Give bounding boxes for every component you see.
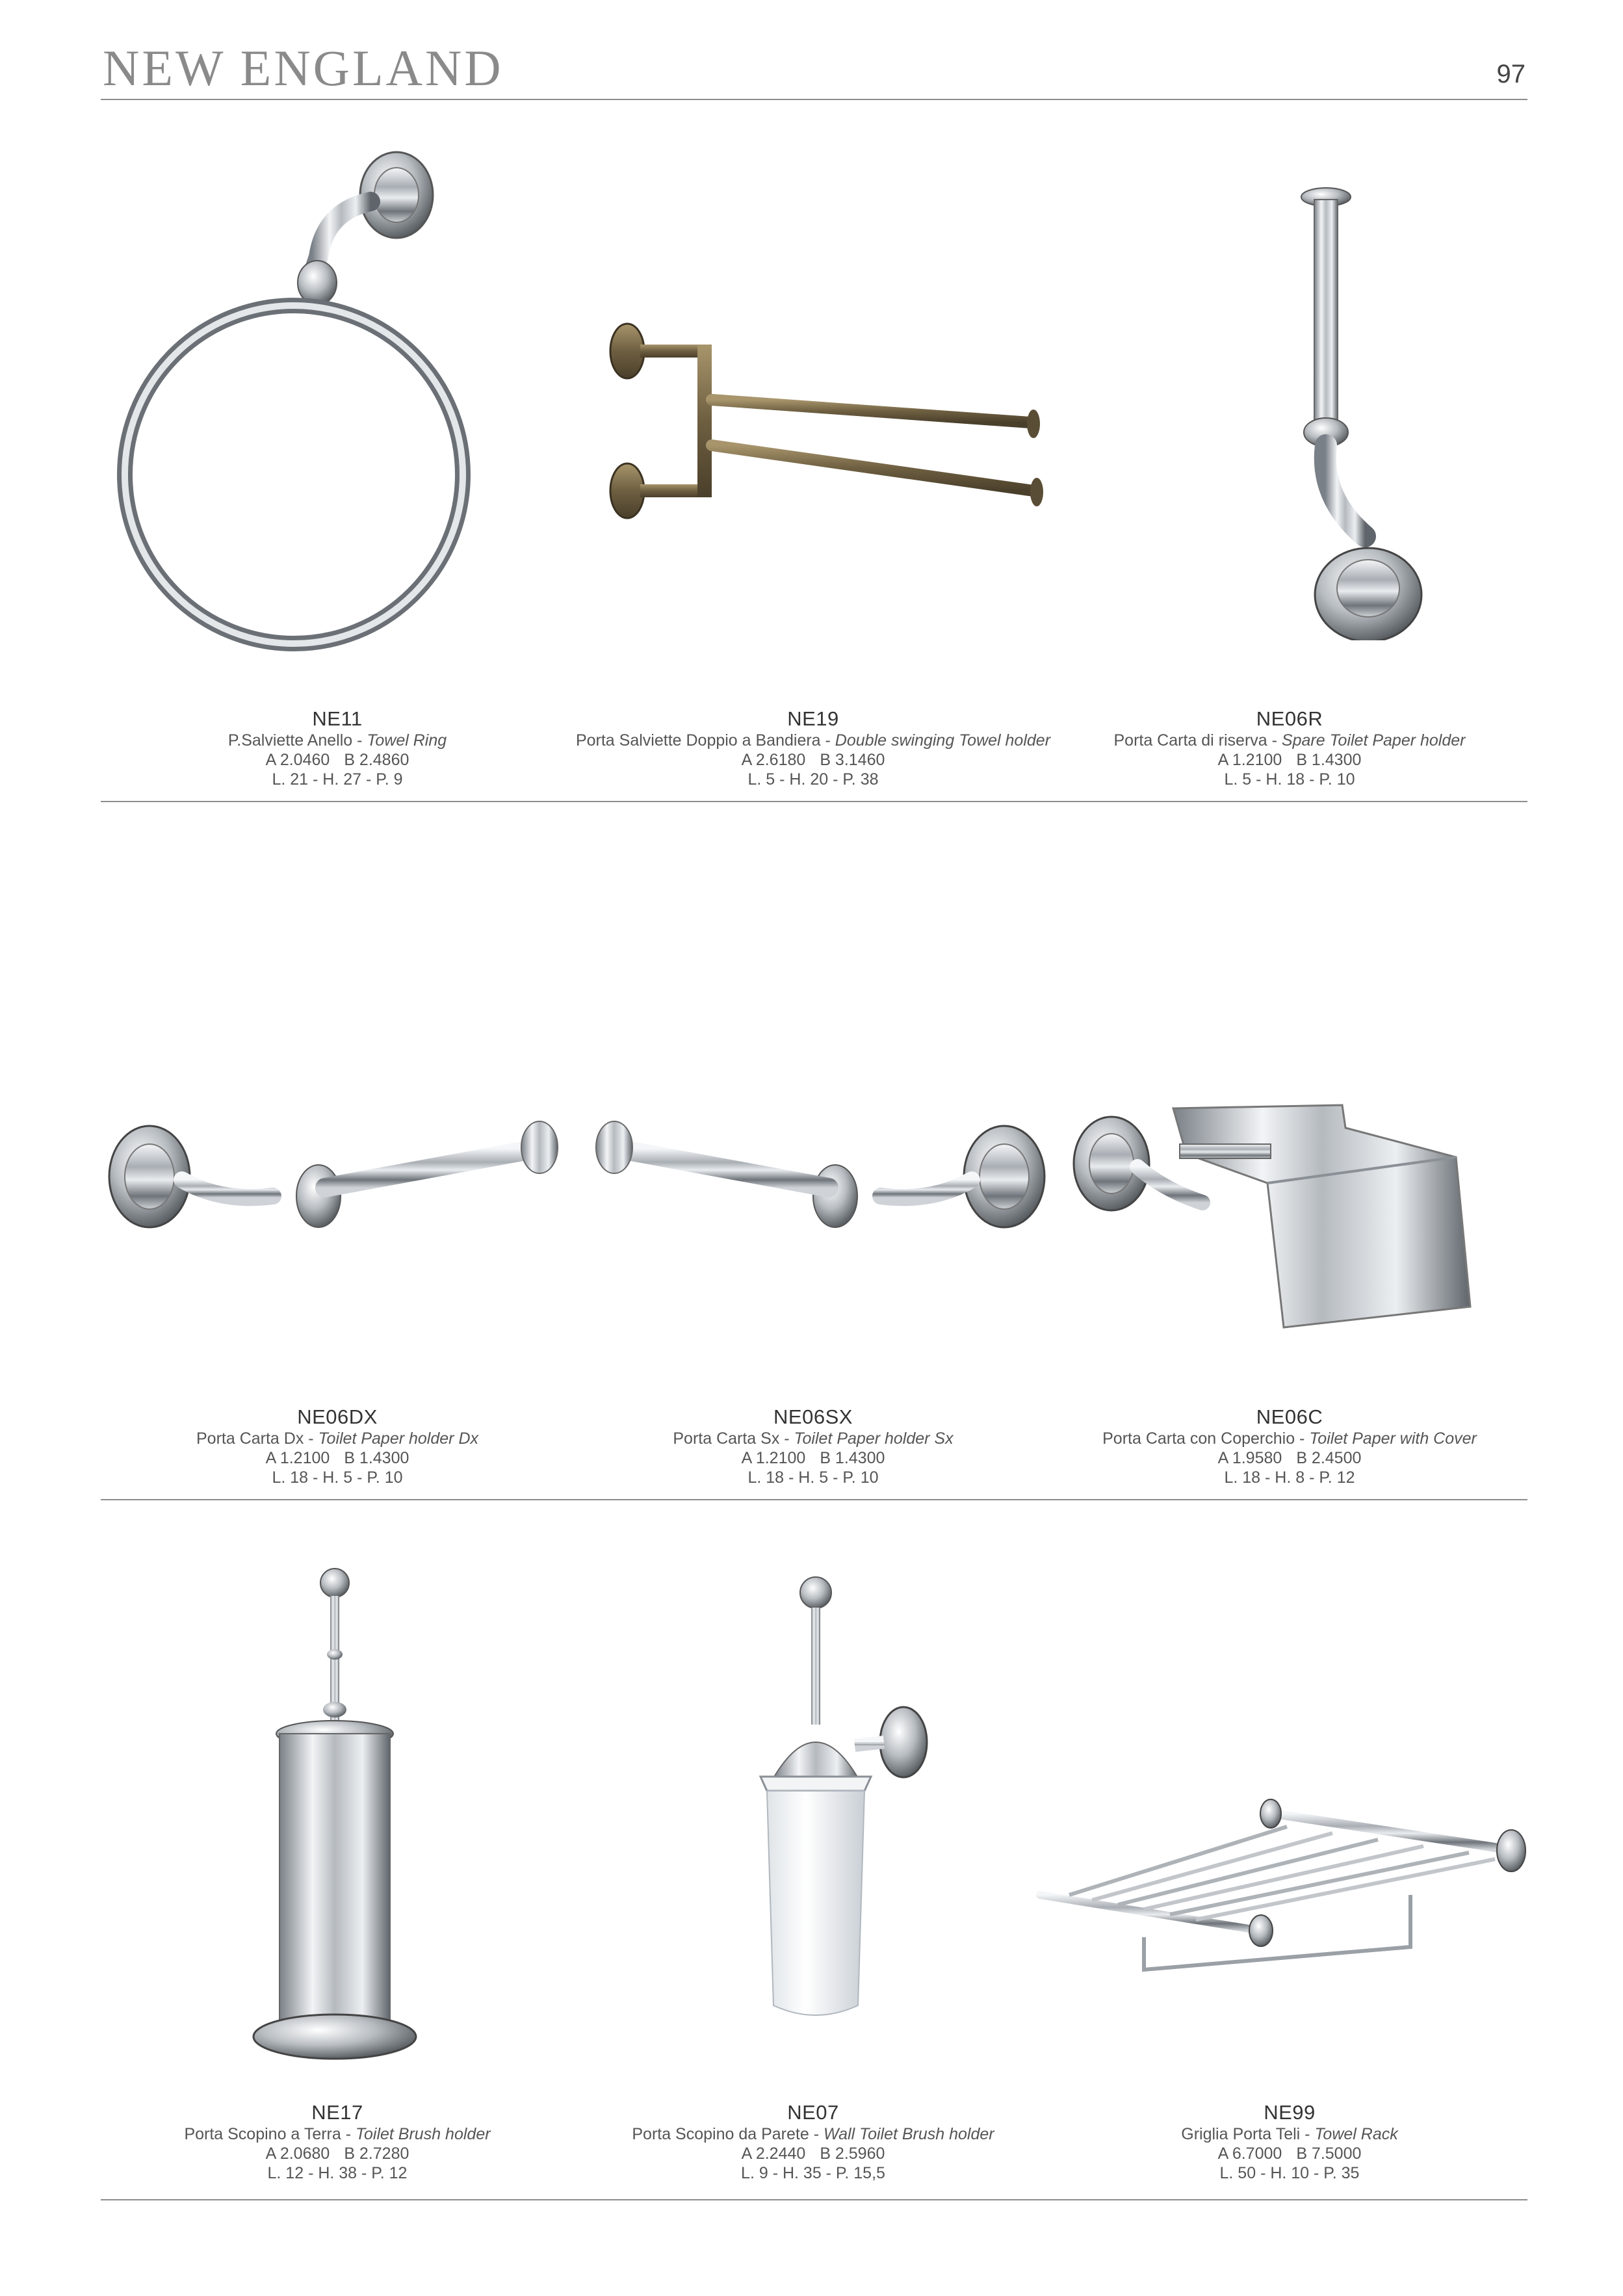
product-code: NE06R [1256, 707, 1323, 730]
product-caption [99, 707, 575, 789]
product-caption [575, 1405, 1051, 1487]
wall-brush-holder-image [728, 1570, 962, 2038]
double-towel-holder-image [601, 312, 1056, 533]
product-code: NE99 [1264, 2101, 1316, 2124]
product-description: Griglia Porta Teli - Towel Rack [1181, 2125, 1398, 2143]
product-prices: A 1.9580 B 2.4500 [1217, 1449, 1362, 1467]
product-caption [575, 2101, 1051, 2183]
floor-brush-holder-image [247, 1563, 429, 2070]
product-code: NE19 [787, 707, 839, 730]
product-dimensions: L. 18 - H. 5 - P. 10 [272, 1468, 403, 1487]
product-dimensions: L. 9 - H. 35 - P. 15,5 [741, 2164, 885, 2182]
product-dimensions: L. 21 - H. 27 - P. 9 [272, 770, 403, 789]
product-prices: A 1.2100 B 1.4300 [1217, 751, 1362, 769]
product-caption [1052, 1405, 1527, 1487]
product-code: NE07 [787, 2101, 839, 2124]
product-prices: A 2.6180 B 3.1460 [741, 751, 885, 769]
product-caption [575, 707, 1051, 789]
product-prices: A 6.7000 B 7.5000 [1217, 2145, 1362, 2163]
paper-holder-sx-image [582, 1115, 1050, 1245]
product-description: Porta Salviette Doppio a Bandiera - Double swinging Towel holder [575, 731, 1051, 750]
product-description: Porta Carta Sx - Toilet Paper holder Sx [673, 1429, 954, 1448]
row-divider [101, 801, 1527, 802]
spare-paper-holder-image [1274, 185, 1423, 640]
product-dimensions: L. 5 - H. 20 - P. 38 [747, 770, 879, 789]
paper-holder-cover-image [1066, 1092, 1482, 1339]
row-divider [101, 2199, 1527, 2200]
product-dimensions: L. 18 - H. 8 - P. 12 [1224, 1468, 1355, 1487]
header-divider [101, 99, 1527, 100]
product-prices: A 2.0460 B 2.4860 [265, 751, 409, 769]
page-title: NEW ENGLAND [103, 40, 504, 96]
product-dimensions: L. 18 - H. 5 - P. 10 [747, 1468, 879, 1487]
product-description: Porta Scopino a Terra - Toilet Brush holder [184, 2125, 491, 2143]
product-description: P.Salviette Anello - Towel Ring [227, 731, 447, 750]
product-caption [1052, 2101, 1527, 2183]
towel-ring-image [110, 140, 474, 692]
product-description: Porta Carta di riserva - Spare Toilet Paper holder [1113, 731, 1466, 750]
product-description: Porta Scopino da Parete - Wall Toilet Brush holder [632, 2125, 994, 2143]
product-prices: A 2.0680 B 2.7280 [265, 2145, 409, 2163]
product-prices: A 2.2440 B 2.5960 [741, 2145, 885, 2163]
product-code: NE06C [1256, 1405, 1323, 1428]
row-divider [101, 1499, 1527, 1500]
page-number: 97 [1496, 60, 1526, 88]
product-code: NE17 [311, 2101, 363, 2124]
product-prices: A 1.2100 B 1.4300 [741, 1449, 885, 1467]
product-code: NE06SX [773, 1405, 853, 1428]
product-dimensions: L. 5 - H. 18 - P. 10 [1224, 770, 1355, 789]
product-description: Porta Carta con Coperchio - Toilet Paper with Cover [1102, 1429, 1477, 1448]
product-prices: A 1.2100 B 1.4300 [265, 1449, 409, 1467]
product-dimensions: L. 50 - H. 10 - P. 35 [1219, 2164, 1360, 2182]
product-caption [99, 1405, 575, 1487]
product-caption [1052, 707, 1527, 789]
product-code: NE11 [312, 707, 363, 730]
product-description: Porta Carta Dx - Toilet Paper holder Dx [196, 1429, 478, 1448]
product-dimensions: L. 12 - H. 38 - P. 12 [267, 2164, 408, 2182]
paper-holder-dx-image [104, 1115, 572, 1245]
product-code: NE06DX [297, 1405, 378, 1428]
product-caption [99, 2101, 575, 2183]
towel-rack-image [1027, 1797, 1534, 1986]
